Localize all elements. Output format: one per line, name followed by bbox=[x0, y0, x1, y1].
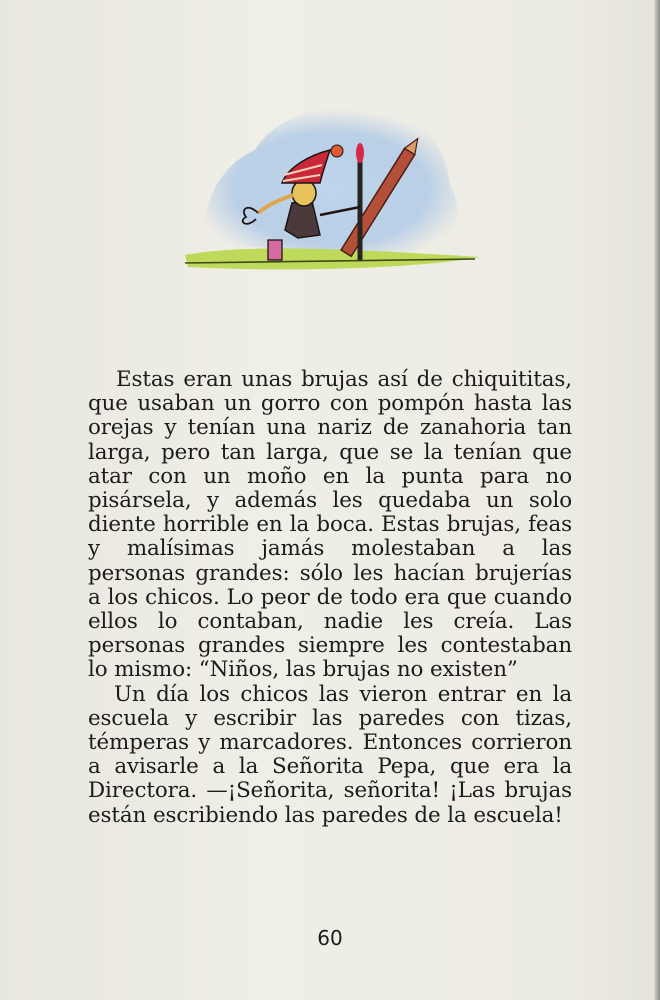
witch-with-pencil-illustration bbox=[180, 95, 480, 280]
page-number: 60 bbox=[317, 926, 343, 950]
paragraph-2: Un día los chicos las vieron entrar en la escuela y escribir las paredes con tizas, témperas y marcadores. Entonces corrieron a avisarle a la Señorita Pepa, que era la Directora. —¡Señorita, señorita! ¡Las brujas están escribiendo las paredes de la escuela! bbox=[88, 681, 572, 828]
story-text bbox=[88, 368, 572, 828]
paragraph-1: Estas eran unas brujas así de chiquititas, que usaban un gorro con pompón hasta las orejas y tenían una nariz de zanahoria tan larga, pero tan larga, que se la tenían que atar con un moño en la punta para no pisársela, y además les quedaba un solo diente horrible en la boca. Estas brujas, feas y malísimas jamás molestaban a las personas grandes: sólo les hacían brujerías a los chicos. Lo peor de todo era que cuando ellos lo contaban, nadie les creía. Las personas grandes siempre les contestaban lo mismo: “Niños, las brujas no existen” bbox=[88, 367, 572, 683]
page-spine-edge bbox=[654, 0, 660, 1000]
